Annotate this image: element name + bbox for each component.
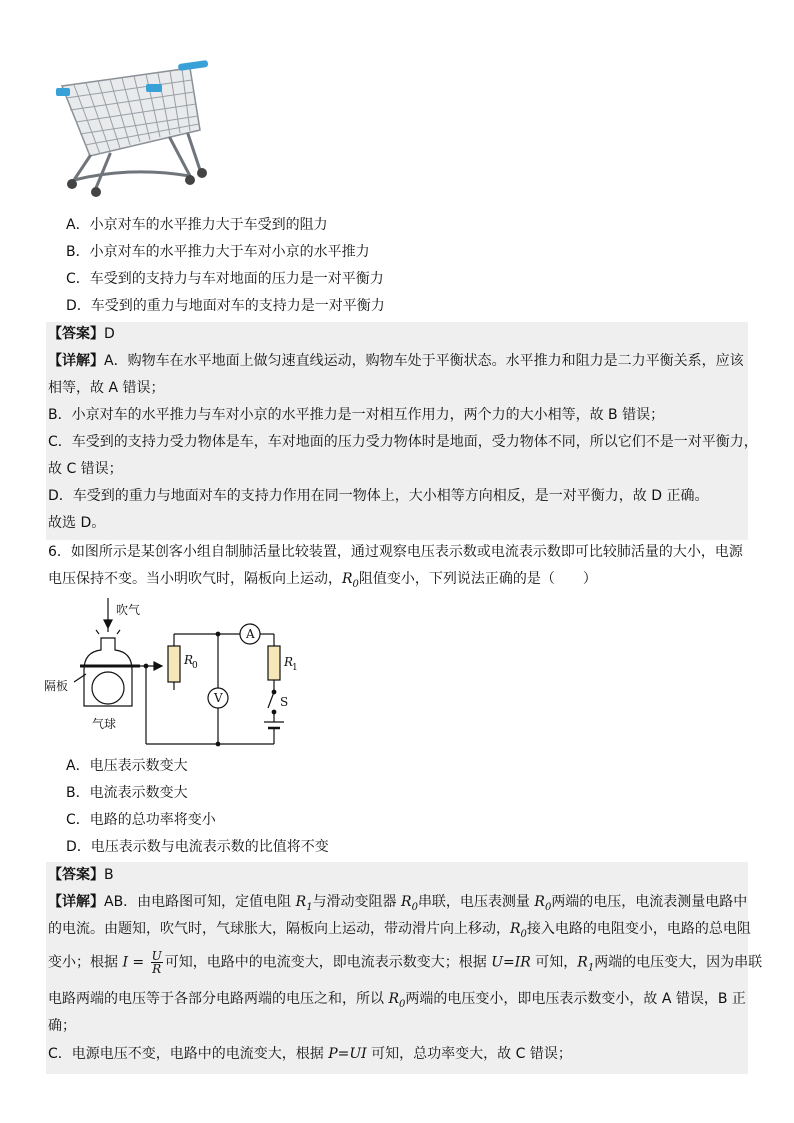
r0-label: R xyxy=(184,653,194,667)
r1-label: R xyxy=(284,655,294,669)
ammeter-label: A xyxy=(246,627,255,641)
q6-stem-line-2 xyxy=(48,569,597,595)
r-symbol: R xyxy=(401,894,412,910)
subscript: 0 xyxy=(399,998,406,1010)
q5-option-b: B．小京对车的水平推力大于车对小京的水平推力 xyxy=(66,244,370,260)
shopping-cart-image xyxy=(50,58,215,198)
fraction-u-over-r xyxy=(151,950,163,975)
detail-text: 的电流。由题知，吹气时，气球胀大，隔板向上运动，带动滑片向上移动， xyxy=(48,921,510,937)
partition-label: 隔板 xyxy=(44,679,69,693)
detail-text: 可知， xyxy=(530,954,578,971)
detail-text: 可知，总功率变大，故 C 错误； xyxy=(366,1046,572,1062)
answer-label: 【答案】 xyxy=(48,867,104,883)
q5-answer xyxy=(48,324,115,344)
q6-detail-line-6 xyxy=(48,1044,572,1064)
fraction-denominator: R xyxy=(152,962,162,976)
detail-label: 【详解】 xyxy=(48,894,104,910)
detail-text: 两端的电压变大，因为串联 xyxy=(594,954,763,971)
voltmeter-label: V xyxy=(214,691,223,705)
subscript: 1 xyxy=(587,962,595,974)
q5-option-a: A．小京对车的水平推力大于车受到的阻力 xyxy=(66,217,328,233)
q6-detail-line-4 xyxy=(48,989,746,1015)
r0-subscript: 0 xyxy=(352,578,359,590)
detail-text: 变小；根据 xyxy=(48,954,123,971)
i-symbol: I xyxy=(122,954,128,971)
q6-stem-line-1: 6．如图所示是某创客小组自制肺活量比较装置，通过观察电压表示数或电流表示数即可比较肺活量的大小，电源 xyxy=(48,544,743,560)
detail-text: 串联，电压表测量 xyxy=(417,894,535,910)
fraction-numerator: U xyxy=(151,949,162,963)
switch-label: S xyxy=(280,695,289,709)
power-formula: P=UI xyxy=(328,1046,367,1062)
subscript: 0 xyxy=(411,901,418,913)
balloon-label: 气球 xyxy=(92,717,117,731)
q6-option-d: D．电压表示数与电流表示数的比值将不变 xyxy=(66,839,329,855)
q5-detail-line-1 xyxy=(48,351,744,371)
q5-detail-line-7: 故选 D。 xyxy=(48,515,106,531)
blow-label: 吹气 xyxy=(116,603,141,617)
r-symbol: R xyxy=(534,894,545,910)
detail-text: 可知，电路中的电流变大，即电流表示数变大；根据 xyxy=(164,954,492,971)
r1-label-sub: 1 xyxy=(292,663,298,673)
r-symbol: R xyxy=(577,954,588,971)
r-symbol: R xyxy=(510,921,521,937)
circuit-diagram xyxy=(44,594,314,750)
q6-detail-line-5: 确； xyxy=(48,1018,76,1034)
detail-text: 电路两端的电压等于各部分电路两端的电压之和，所以 xyxy=(48,991,389,1007)
detail-text: C．电源电压不变，电路中的电流变大，根据 xyxy=(48,1046,329,1062)
detail-text: 两端的电压，电流表测量电路中 xyxy=(551,894,748,910)
q6-answer xyxy=(48,865,114,885)
detail-text: A．购物车在水平地面上做匀速直线运动，购物车处于平衡状态。水平推力和阻力是二力平衡关系，应该 xyxy=(104,353,744,369)
r-symbol: R xyxy=(388,991,399,1007)
q6-detail-line-3 xyxy=(48,950,762,978)
answer-value: B xyxy=(104,867,114,883)
r0-symbol: R xyxy=(342,571,353,587)
q5-option-c: C．车受到的支持力与车对地面的压力是一对平衡力 xyxy=(66,271,384,287)
subscript: 0 xyxy=(544,901,552,913)
q5-detail-line-2: 相等，故 A 错误； xyxy=(48,380,165,396)
q6-option-a: A．电压表示数变大 xyxy=(66,758,188,774)
q6-detail-line-1 xyxy=(48,892,747,918)
q5-option-d: D．车受到的重力与地面对车的支持力是一对平衡力 xyxy=(66,298,385,314)
answer-value: D xyxy=(104,326,115,342)
ohms-law: U=IR xyxy=(491,954,531,971)
detail-text: 接入电路的电阻变小，电路的总电阻 xyxy=(526,921,751,937)
detail-text: AB．由电路图可知，定值电阻 xyxy=(104,894,296,910)
detail-label: 【详解】 xyxy=(48,353,104,369)
subscript: 1 xyxy=(306,901,313,913)
stem-text: 阻值变小，下列说法正确的是（ ） xyxy=(358,571,597,587)
r-symbol: R xyxy=(295,894,307,910)
q5-detail-line-5: 故 C 错误； xyxy=(48,461,123,477)
q6-detail-line-2 xyxy=(48,919,751,945)
q6-option-b: B．电流表示数变大 xyxy=(66,785,188,801)
detail-text: 与滑动变阻器 xyxy=(312,894,402,910)
subscript: 0 xyxy=(520,928,527,940)
q5-detail-line-3: B．小京对车的水平推力与车对小京的水平推力是一对相互作用力，两个力的大小相等，故 B 错误； xyxy=(48,407,665,423)
detail-text: 两端的电压变小，即电压表示数变小，故 A 错误，B 正 xyxy=(405,991,746,1007)
q5-detail-line-4: C．车受到的支持力受力物体是车，车对地面的压力受力物体时是地面，受力物体不同，所以它们不是一对平衡力， xyxy=(48,434,758,450)
answer-label: 【答案】 xyxy=(48,326,104,342)
q6-option-c: C．电路的总功率将变小 xyxy=(66,812,216,828)
r0-label-sub: 0 xyxy=(192,661,198,671)
stem-text: 电压保持不变。当小明吹气时，隔板向上运动， xyxy=(48,571,342,587)
q5-detail-line-6: D．车受到的重力与地面对车的支持力作用在同一物体上，大小相等方向相反，是一对平衡力，故 D 正确。 xyxy=(48,488,709,504)
equals-sign: = xyxy=(127,954,149,971)
